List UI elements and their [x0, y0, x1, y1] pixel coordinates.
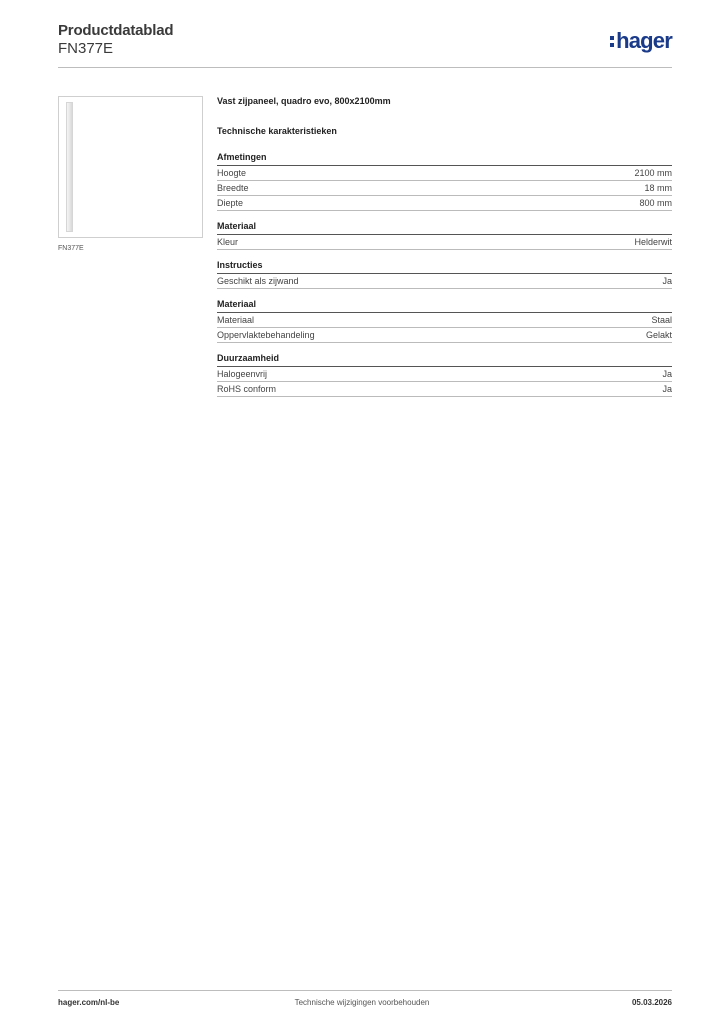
spec-row: [217, 382, 672, 397]
product-image: [58, 96, 203, 238]
section-materiaal: [217, 299, 672, 343]
section-instructies: [217, 260, 672, 289]
product-name: Vast zijpaneel, quadro evo, 800x2100mm: [217, 96, 391, 106]
spec-label: Breedte: [217, 183, 249, 193]
spec-value: Ja: [662, 384, 672, 394]
side-panel-illustration: [66, 102, 73, 232]
spec-row: [217, 367, 672, 382]
footer-date: 05.03.2026: [631, 998, 672, 1007]
spec-value: 18 mm: [644, 183, 672, 193]
product-specs: [217, 96, 672, 397]
footer-notice: Technische wijzigingen voorbehouden: [294, 998, 430, 1007]
spec-value: Ja: [662, 369, 672, 379]
page-title: Productdatablad: [58, 22, 174, 39]
footer-divider: [58, 990, 672, 991]
spec-row: [217, 328, 672, 343]
logo-text: hager: [616, 28, 672, 53]
spec-label: Geschikt als zijwand: [217, 276, 299, 286]
spec-label: Hoogte: [217, 168, 247, 178]
product-code: FN377E: [58, 40, 114, 57]
spec-value: 800 mm: [639, 198, 672, 208]
spec-row: [217, 235, 672, 250]
spec-label: Kleur: [217, 237, 239, 247]
hager-logo: [610, 28, 672, 54]
spec-label: Oppervlaktebehandeling: [217, 330, 315, 340]
spec-label: RoHS conform: [217, 384, 277, 394]
section-duurzaamheid: [217, 353, 672, 397]
spec-value: 2100 mm: [634, 168, 672, 178]
spec-value: Ja: [662, 276, 672, 286]
spec-value: Helderwit: [634, 237, 672, 247]
section-afmetingen: [217, 152, 672, 211]
section-title: Materiaal: [217, 299, 672, 313]
section-title: Materiaal: [217, 221, 672, 235]
header-divider: [58, 67, 672, 68]
logo-dots-icon: [610, 36, 614, 47]
section-title: Afmetingen: [217, 152, 672, 166]
section-title: Instructies: [217, 260, 672, 274]
spec-value: Gelakt: [645, 330, 672, 340]
spec-row: [217, 196, 672, 211]
spec-label: Diepte: [217, 198, 244, 208]
spec-row: [217, 274, 672, 289]
spec-label: Materiaal: [217, 315, 255, 325]
section-title: Duurzaamheid: [217, 353, 672, 367]
spec-row: [217, 313, 672, 328]
section-materiaal-kleur: [217, 221, 672, 250]
spec-row: [217, 181, 672, 196]
spec-heading: Technische karakteristieken: [217, 126, 337, 136]
spec-label: Halogeenvrij: [217, 369, 268, 379]
footer-website: hager.com/nl-be: [58, 998, 120, 1007]
spec-value: Staal: [651, 315, 672, 325]
image-caption: FN377E: [58, 245, 84, 252]
spec-row: [217, 166, 672, 181]
